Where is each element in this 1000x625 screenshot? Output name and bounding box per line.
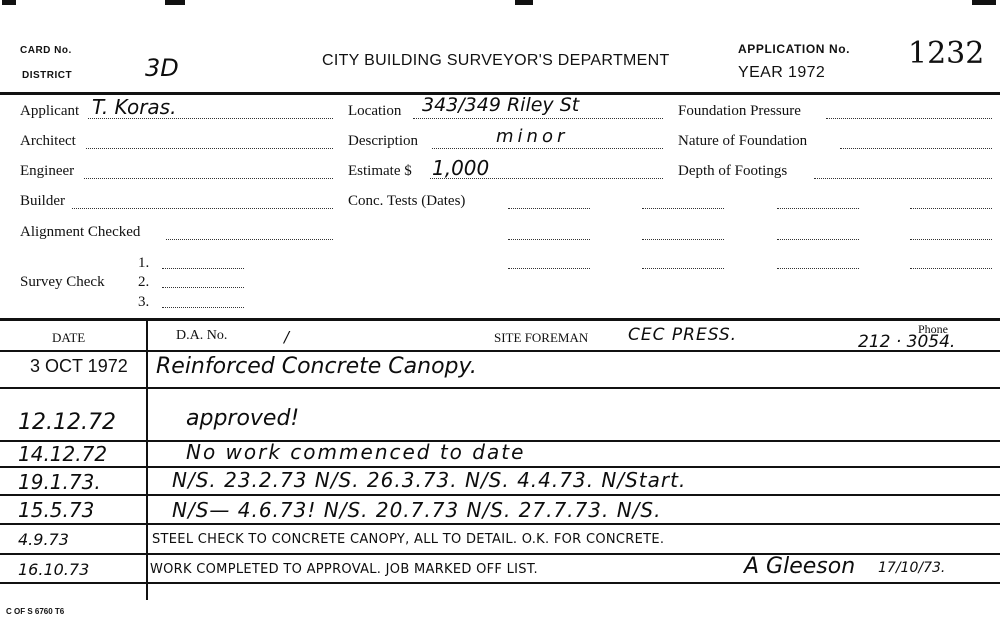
application-number: 1232: [908, 36, 985, 71]
log-entry: N/S— 4.6.73! N/S. 20.7.73 N/S. 27.7.73. N/S.: [172, 498, 662, 522]
engineer-line: [84, 178, 333, 179]
depth-footings-label: Depth of Footings: [678, 163, 788, 179]
department-title: CITY BUILDING SURVEYOR'S DEPARTMENT: [322, 52, 670, 69]
row-divider: [0, 523, 1000, 525]
engineer-label: Engineer: [20, 163, 75, 179]
applicant-value: T. Koras.: [92, 95, 177, 119]
location-line: [413, 118, 663, 119]
conc-test-line: [910, 208, 992, 209]
description-label: Description: [348, 133, 418, 149]
district-value: 3D: [145, 54, 179, 82]
year-label-text: YEAR: [738, 64, 784, 81]
district-label: DISTRICT: [22, 70, 73, 81]
da-value: /: [284, 328, 290, 346]
architect-line: [86, 148, 333, 149]
form-code: C OF S 6760 T6: [6, 607, 65, 616]
survey-item-2: 2.: [138, 274, 150, 290]
description-line: [432, 148, 663, 149]
phone-value: 212 · 3054.: [858, 332, 956, 352]
conc-test-line: [777, 239, 859, 240]
log-entry: N/S. 23.2.73 N/S. 26.3.73. N/S. 4.4.73. N/Start.: [172, 468, 687, 492]
conc-test-line: [642, 239, 724, 240]
location-label: Location: [348, 103, 402, 119]
architect-label: Architect: [20, 133, 76, 149]
depth-footings-line: [814, 178, 992, 179]
conc-test-line: [910, 268, 992, 269]
year-label: [738, 64, 825, 82]
foundation-pressure-line: [826, 118, 992, 119]
conc-test-line: [910, 239, 992, 240]
survey-label: Survey Check: [20, 274, 105, 290]
conc-tests-label: Conc. Tests (Dates): [348, 193, 466, 209]
date-column-divider: [146, 320, 148, 600]
punch-mark: [2, 0, 16, 5]
log-date: 14.12.72: [18, 442, 108, 466]
survey-item-1: 1.: [138, 255, 150, 271]
phone-label: Phone: [918, 322, 948, 336]
log-header-divider: [0, 350, 1000, 352]
conc-test-line: [642, 268, 724, 269]
da-label: D.A. No.: [176, 328, 228, 343]
date-column-header: DATE: [52, 330, 86, 345]
row-divider: [0, 387, 1000, 389]
alignment-line: [166, 239, 333, 240]
estimate-label: Estimate $: [348, 163, 412, 179]
log-top-border: [0, 318, 1000, 321]
punch-mark: [972, 0, 996, 5]
application-label: APPLICATION No.: [738, 42, 851, 56]
log-date: 16.10.73: [18, 560, 90, 579]
log-entry: approved!: [186, 406, 300, 431]
log-entry: Reinforced Concrete Canopy.: [156, 354, 477, 379]
alignment-label: Alignment Checked: [20, 224, 141, 240]
description-value: minor: [496, 126, 569, 147]
log-entry: No work commenced to date: [186, 440, 526, 464]
conc-test-line: [508, 268, 590, 269]
row-divider: [0, 582, 1000, 584]
foundation-pressure-label: Foundation Pressure: [678, 103, 801, 119]
survey-item-3: 3.: [138, 294, 150, 310]
signature-date: 17/10/73.: [878, 560, 946, 576]
log-date: 4.9.73: [18, 530, 69, 549]
log-date: 3 OCT 1972: [30, 356, 128, 376]
log-date: 19.1.73.: [18, 470, 101, 494]
builder-label: Builder: [20, 193, 65, 209]
log-date: 12.12.72: [18, 410, 116, 435]
year-value: 1972: [788, 64, 826, 81]
card-no-label: CARD No.: [20, 45, 72, 56]
conc-test-line: [508, 239, 590, 240]
survey-line-2: [162, 287, 244, 288]
punch-mark: [515, 0, 533, 5]
row-divider: [0, 494, 1000, 496]
survey-line-1: [162, 268, 244, 269]
builder-line: [72, 208, 333, 209]
conc-test-line: [642, 208, 724, 209]
site-foreman-value: CEC PRESS.: [628, 325, 738, 345]
conc-test-line: [508, 208, 590, 209]
conc-test-line: [777, 268, 859, 269]
location-value: 343/349 Riley St: [422, 94, 580, 116]
log-entry: STEEL CHECK TO CONCRETE CANOPY, ALL TO DETAIL. O.K. FOR CONCRETE.: [152, 532, 665, 547]
signature: A Gleeson: [744, 554, 856, 579]
estimate-value: 1,000: [432, 156, 490, 180]
site-foreman-label: SITE FOREMAN: [494, 330, 589, 345]
conc-test-line: [777, 208, 859, 209]
survey-line-3: [162, 307, 244, 308]
nature-foundation-line: [840, 148, 992, 149]
log-entry: WORK COMPLETED TO APPROVAL. JOB MARKED OFF LIST.: [150, 562, 538, 577]
punch-mark: [165, 0, 185, 5]
log-date: 15.5.73: [18, 498, 95, 522]
applicant-label: Applicant: [20, 103, 80, 119]
nature-foundation-label: Nature of Foundation: [678, 133, 808, 149]
